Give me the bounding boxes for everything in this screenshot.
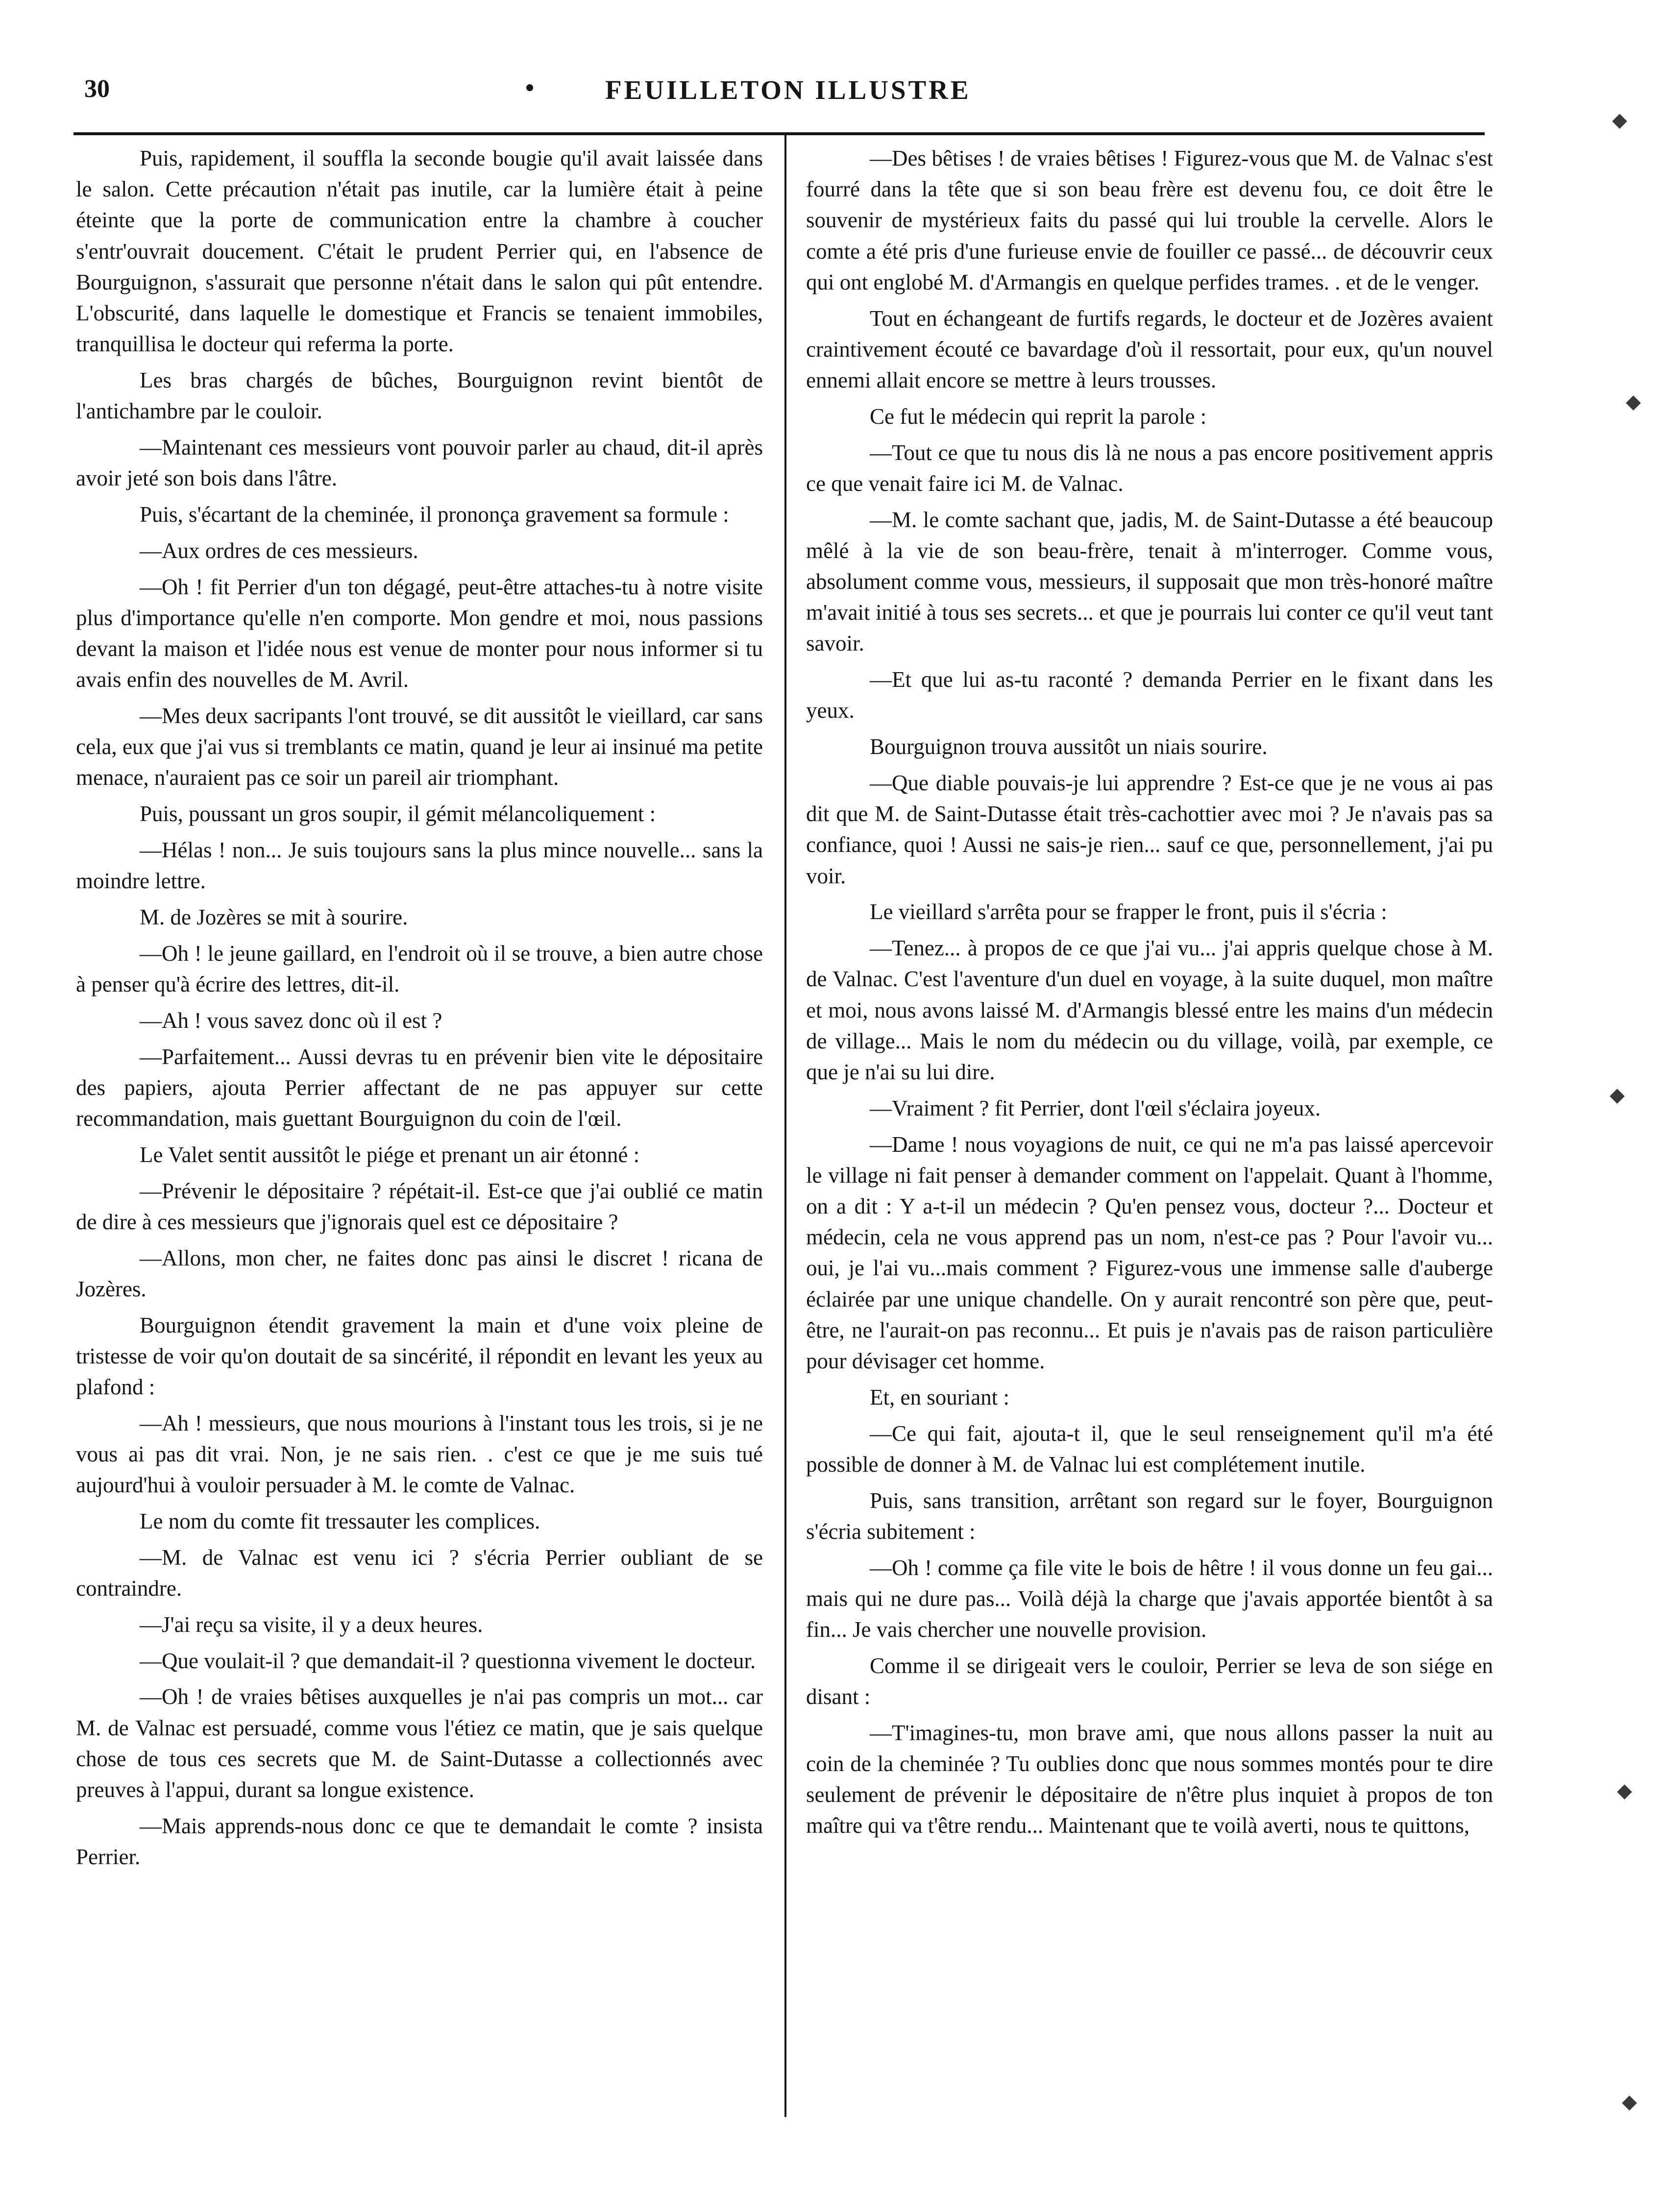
paragraph: —Prévenir le dépositaire ? répétait-il. Est-ce que j'ai oublié ce matin de dire à ces messieurs que j'ignorais quel est ce dépositaire ?	[76, 1178, 763, 1234]
margin-print-mark: ◆	[1626, 390, 1641, 413]
paragraph: —M. le comte sachant que, jadis, M. de Saint-Dutasse a été beaucoup mêlé à la vie de son beau-frère, tenait à m'interroger. Comme vous, absolument comme vous, messieurs, il supposait que mon très-honoré maître m'avait initié à tous ses secrets... et que je pourrais lui conter ce qu'il veut tant savoir.	[806, 507, 1493, 656]
paragraph: —Ah ! vous savez donc où il est ?	[140, 1008, 442, 1033]
left-column	[76, 143, 763, 1878]
paragraph: Tout en échangeant de furtifs regards, le docteur et de Jozères avaient craintivement écouté ce bavardage d'où il ressortait, pour eux, qu'un nouvel ennemi allait encore se mettre à leurs trousses.	[806, 306, 1493, 393]
margin-print-mark: ◆	[1617, 1779, 1632, 1801]
paragraph: —Mes deux sacripants l'ont trouvé, se dit aussitôt le vieillard, car sans cela, eux que j'ai vus si tremblants ce matin, quand je leur ai insinué ma petite menace, n'auraient pas ce soir un pareil air triomphant.	[76, 704, 763, 790]
margin-print-mark: ◆	[1612, 109, 1627, 131]
column-divider	[784, 135, 786, 2117]
paragraph: —Et que lui as-tu raconté ? demanda Perrier en le fixant dans les yeux.	[806, 667, 1493, 723]
paragraph: —T'imagines-tu, mon brave ami, que nous allons passer la nuit au coin de la cheminée ? Tu oublies donc que nous sommes montés pour te dire seulement de prévenir le dépositaire de n'être plus inquiet à propos de ton maître qui va t'être rendu... Maintenant que te voilà averti, nous te quittons,	[806, 1720, 1493, 1838]
paragraph: —Ce qui fait, ajouta-t il, que le seul renseignement qu'il m'a été possible de donner à M. de Valnac lui est complétement inutile.	[806, 1421, 1493, 1477]
paragraph: —Parfaitement... Aussi devras tu en prévenir bien vite le dépositaire des papiers, ajouta Perrier affectant de ne pas appuyer sur cette recommandation, mais guettant Bourguignon du coin de l'œil.	[76, 1044, 763, 1131]
paragraph: Bourguignon trouva aussitôt un niais sourire.	[870, 734, 1268, 759]
paragraph: Comme il se dirigeait vers le couloir, Perrier se leva de son siége en disant :	[806, 1653, 1493, 1709]
header-rule	[74, 132, 1485, 135]
paragraph: —Que voulait-il ? que demandait-il ? questionna vivement le docteur.	[140, 1648, 756, 1673]
paragraph: Bourguignon étendit gravement la main et d'une voix pleine de tristesse de voir qu'on doutait de sa sincérité, il répondit en levant les yeux au plafond :	[76, 1313, 763, 1400]
paragraph: —Tenez... à propos de ce que j'ai vu... j'ai appris quelque chose à M. de Valnac. C'est l'aventure d'un duel en voyage, à la suite duquel, mon maître et moi, nous avons laissé M. d'Armangis blessé entre les mains d'un médecin de village... Mais le nom du médecin ou du village, voilà, par exemple, ce que je n'ai su lui dire.	[806, 936, 1493, 1085]
paragraph: —Mais apprends-nous donc ce que te demandait le comte ? insista Perrier.	[76, 1813, 763, 1870]
paragraph: —Oh ! comme ça file vite le bois de hêtre ! il vous donne un feu gai... mais qui ne dure pas... Voilà déjà la charge que j'avais apportée bientôt à sa fin... Je vais chercher une nouvelle provision.	[806, 1555, 1493, 1642]
paragraph: Le Valet sentit aussitôt le piége et prenant un air étonné :	[140, 1142, 640, 1167]
paragraph: Le nom du comte fit tressauter les complices.	[140, 1509, 540, 1534]
margin-print-mark: ◆	[1622, 2090, 1637, 2113]
paragraph: Le vieillard s'arrêta pour se frapper le front, puis il s'écria :	[870, 899, 1387, 924]
right-column	[806, 143, 1493, 1847]
paragraph: Les bras chargés de bûches, Bourguignon revint bientôt de l'antichambre par le couloir.	[76, 368, 763, 424]
paragraph: Ce fut le médecin qui reprit la parole :	[870, 404, 1207, 429]
paragraph: —Allons, mon cher, ne faites donc pas ainsi le discret ! ricana de Jozères.	[76, 1245, 763, 1301]
paragraph: Puis, rapidement, il souffla la seconde bougie qu'il avait laissée dans le salon. Cette précaution n'était pas inutile, car la lumière était à peine éteinte que la porte de communication entre la chambre à coucher s'entr'ouvrait doucement. C'était le prudent Perrier qui, en l'absence de Bourguignon, s'assurait que personne n'était dans le salon qui pût entendre. L'obscurité, dans laquelle le domestique et Francis se tenaient immobiles, tranquillisa le docteur qui referma la porte.	[76, 146, 763, 357]
paragraph: —Vraiment ? fit Perrier, dont l'œil s'éclaira joyeux.	[870, 1095, 1321, 1120]
paragraph: —Des bêtises ! de vraies bêtises ! Figurez-vous que M. de Valnac s'est fourré dans la tête que si son beau frère est devenu fou, ce doit être le souvenir de mystérieux faits du passé qui lui trouble la cervelle. Alors le comte a été pris d'une furieuse envie de fouiller ce passé... de découvrir ceux qui ont englobé M. d'Armangis en quelque perfides trames. . et de le venger.	[806, 146, 1493, 294]
paragraph: —Aux ordres de ces messieurs.	[140, 538, 418, 563]
paragraph: —Dame ! nous voyagions de nuit, ce qui ne m'a pas laissé apercevoir le village ni fait penser à demander comment on l'appelait. Quant à l'homme, on a dit : Y a-t-il un médecin ? Qu'en pensez vous, docteur ?... Docteur et médecin, cela ne vous apprend pas un nom, n'est-ce pas ? Pour l'avoir vu... oui, je l'ai vu...mais comment ? Figurez-vous une immense salle d'auberge éclairée par une unique chandelle. On y aurait rencontré son père que, peut-être, ne l'aurait-on pas reconnu... Et puis je n'avais pas de raison particulière pour dévisager cet homme.	[806, 1132, 1493, 1374]
paragraph: —Ah ! messieurs, que nous mourions à l'instant tous les trois, si je ne vous ai pas dit vrai. Non, je ne sais rien. . c'est ce que je me suis tué aujourd'hui à vouloir persuader à M. le comte de Valnac.	[76, 1410, 763, 1498]
paragraph: Puis, poussant un gros soupir, il gémit mélancoliquement :	[140, 802, 656, 826]
header-separator: •	[525, 74, 535, 102]
paragraph: —Oh ! de vraies bêtises auxquelles je n'ai pas compris un mot... car M. de Valnac est persuadé, comme vous l'étiez ce matin, que je sais quelque chose de tous ces secrets que M. de Saint-Dutasse a collectionnés avec preuves à l'appui, durant sa longue existence.	[76, 1684, 763, 1802]
paragraph: —Que diable pouvais-je lui apprendre ? Est-ce que je ne vous ai pas dit que M. de Saint-Dutasse était très-cachottier avec moi ? Je n'avais pas sa confiance, quoi ! Aussi ne sais-je rien... sauf ce que, personnellement, j'ai pu voir.	[806, 771, 1493, 888]
running-title: FEUILLETON ILLUSTRE	[605, 75, 971, 105]
paragraph: —Maintenant ces messieurs vont pouvoir parler au chaud, dit-il après avoir jeté son bois dans l'âtre.	[76, 435, 763, 491]
paragraph: —Tout ce que tu nous dis là ne nous a pas encore positivement appris ce que venait faire ici M. de Valnac.	[806, 440, 1493, 496]
paragraph: Puis, sans transition, arrêtant son regard sur le foyer, Bourguignon s'écria subitement :	[806, 1488, 1493, 1544]
paragraph: —J'ai reçu sa visite, il y a deux heures.	[140, 1612, 483, 1637]
paragraph: Et, en souriant :	[870, 1385, 1009, 1410]
paragraph: —Oh ! fit Perrier d'un ton dégagé, peut-être attaches-tu à notre visite plus d'importance qu'elle n'en comporte. Mon gendre et moi, nous passions devant la maison et l'idée nous est venue de monter pour nous informer si tu avais enfin des nouvelles de M. Avril.	[76, 574, 763, 692]
paragraph: Puis, s'écartant de la cheminée, il prononça gravement sa formule :	[140, 502, 729, 527]
paragraph: M. de Jozères se mit à sourire.	[140, 905, 408, 930]
paragraph: —Hélas ! non... Je suis toujours sans la plus mince nouvelle... sans la moindre lettre.	[76, 838, 763, 894]
margin-print-mark: ◆	[1610, 1084, 1625, 1106]
page-number: 30	[84, 75, 110, 103]
paragraph: —Oh ! le jeune gaillard, en l'endroit où il se trouve, a bien autre chose à penser qu'à écrire des lettres, dit-il.	[76, 941, 763, 997]
paragraph: —M. de Valnac est venu ici ? s'écria Perrier oubliant de se contraindre.	[76, 1545, 763, 1601]
